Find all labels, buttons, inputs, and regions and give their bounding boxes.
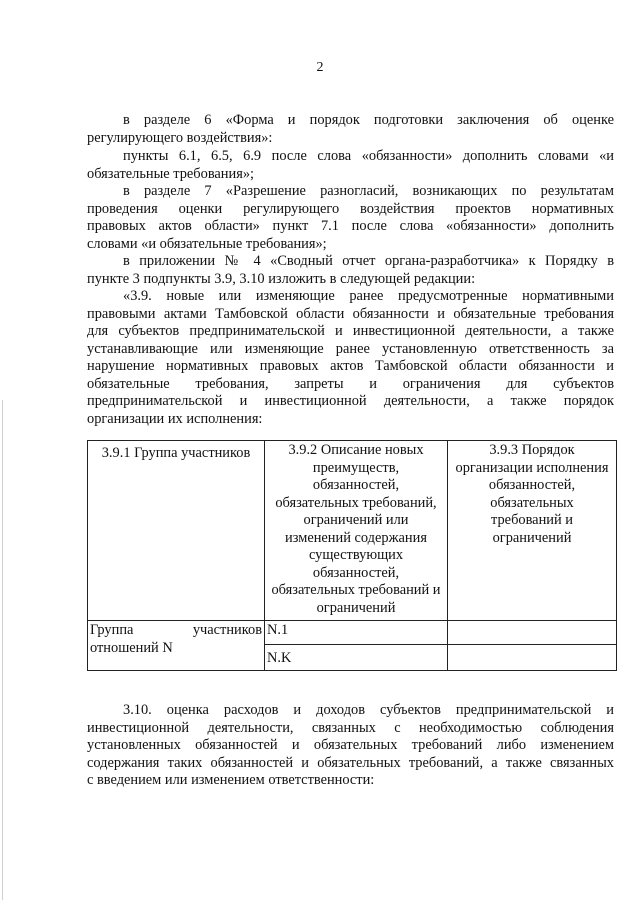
text-line: обязательные требования, запреты и ограничения для субъектов [87,375,614,392]
paragraph-3-9 [87,288,614,428]
paragraph-points-6 [87,148,614,183]
header-line: ограничений [316,599,396,616]
text-line: Группа участников [90,622,262,638]
text-line: «3.9. новые или изменяющие ранее предусмотренные нормативными [123,288,614,304]
paragraph-section-7 [87,183,614,253]
header-group-participants [88,441,265,621]
header-line: преимуществ, [312,459,400,476]
header-text: 3.9.1 Группа участников [101,445,251,461]
text-line: инвестиционной деятельности, связанных с необходимостью соблюдения [87,719,614,736]
text-line: содержания таких обязанностей и обязательных требований, а также связанных [87,754,614,771]
paragraph-3-10 [87,702,614,790]
header-line: обязательных требований, [275,494,437,511]
requirements-table [87,440,617,671]
header-line: существующих [308,547,404,563]
group-cell [88,621,265,671]
text-line: нарушение нормативных правовых актов Тамбовской области обязанности и [87,358,614,374]
scan-margin-mark [2,400,3,900]
text-line: пункте 3 подпункты 3.9, 3.10 изложить в следующей редакции: [87,270,476,287]
header-line: организации исполнения [455,459,609,476]
header-line: обязанностей, [312,477,400,493]
text-line: словами «и обязательные требования»; [87,235,327,252]
order-cell [448,621,617,645]
text-line: правовыми актами Тамбовской области обязанности и обязательные требования [87,305,614,322]
header-line: требований и [491,512,573,528]
text-line: отношений N [90,639,173,656]
description-cell: N.K [265,645,448,671]
text-line: в разделе 7 «Разрешение разногласий, возникающих по результатам [123,183,614,199]
text-line: правовых актов области» пункт 7.1 после слова «обязанности» дополнить [87,218,614,234]
text-line: в разделе 6 «Форма и порядок подготовки заключения об оценке [123,112,614,128]
order-cell [448,645,617,671]
text-line: предпринимательской и инвестиционной деятельности, а также порядок [87,393,614,409]
text-line: для субъектов предпринимательской и инвестиционной деятельности, а также [87,323,614,339]
header-order [448,441,617,621]
description-cell: N.1 [265,621,448,645]
header-line: 3.9.2 Описание новых [288,442,424,458]
text-line: организации их исполнения: [87,410,263,427]
text-line: пункты 6.1, 6.5, 6.9 после слова «обязанности» дополнить словами «и [123,148,614,164]
header-line: ограничений [492,529,572,546]
paragraph-section-6 [87,112,614,147]
text-line: проведения оценки регулирующего воздействия проектов нормативных [87,200,614,217]
text-line: в приложении № 4 «Сводный отчет органа-разработчика» к Порядку в [123,253,614,269]
header-line: изменений содержания [285,529,427,546]
header-line: обязанностей, [488,477,576,493]
header-line: 3.9.3 Порядок [489,442,575,458]
header-line: обязательных требований и [271,582,441,598]
text-line: с введением или изменением ответственности: [87,772,375,788]
header-line: обязательных [490,494,574,511]
text-line: регулирующего воздействия»: [87,129,273,146]
header-line: обязанностей, [312,564,400,581]
table-header-row [88,441,617,621]
text-line: обязательные требования»; [87,165,255,182]
page-number: 2 [316,60,324,75]
header-description [265,441,448,621]
text-line: устанавливающие или изменяющие ранее установленную ответственность за [87,340,614,357]
text-line: 3.10. оценка расходов и доходов субъектов предпринимательской и [123,702,614,718]
paragraph-appendix-4 [87,253,614,288]
text-line: установленных обязанностей и обязательных требований либо изменением [87,737,614,753]
table-row [88,621,617,645]
header-line: ограничений или [303,512,409,528]
